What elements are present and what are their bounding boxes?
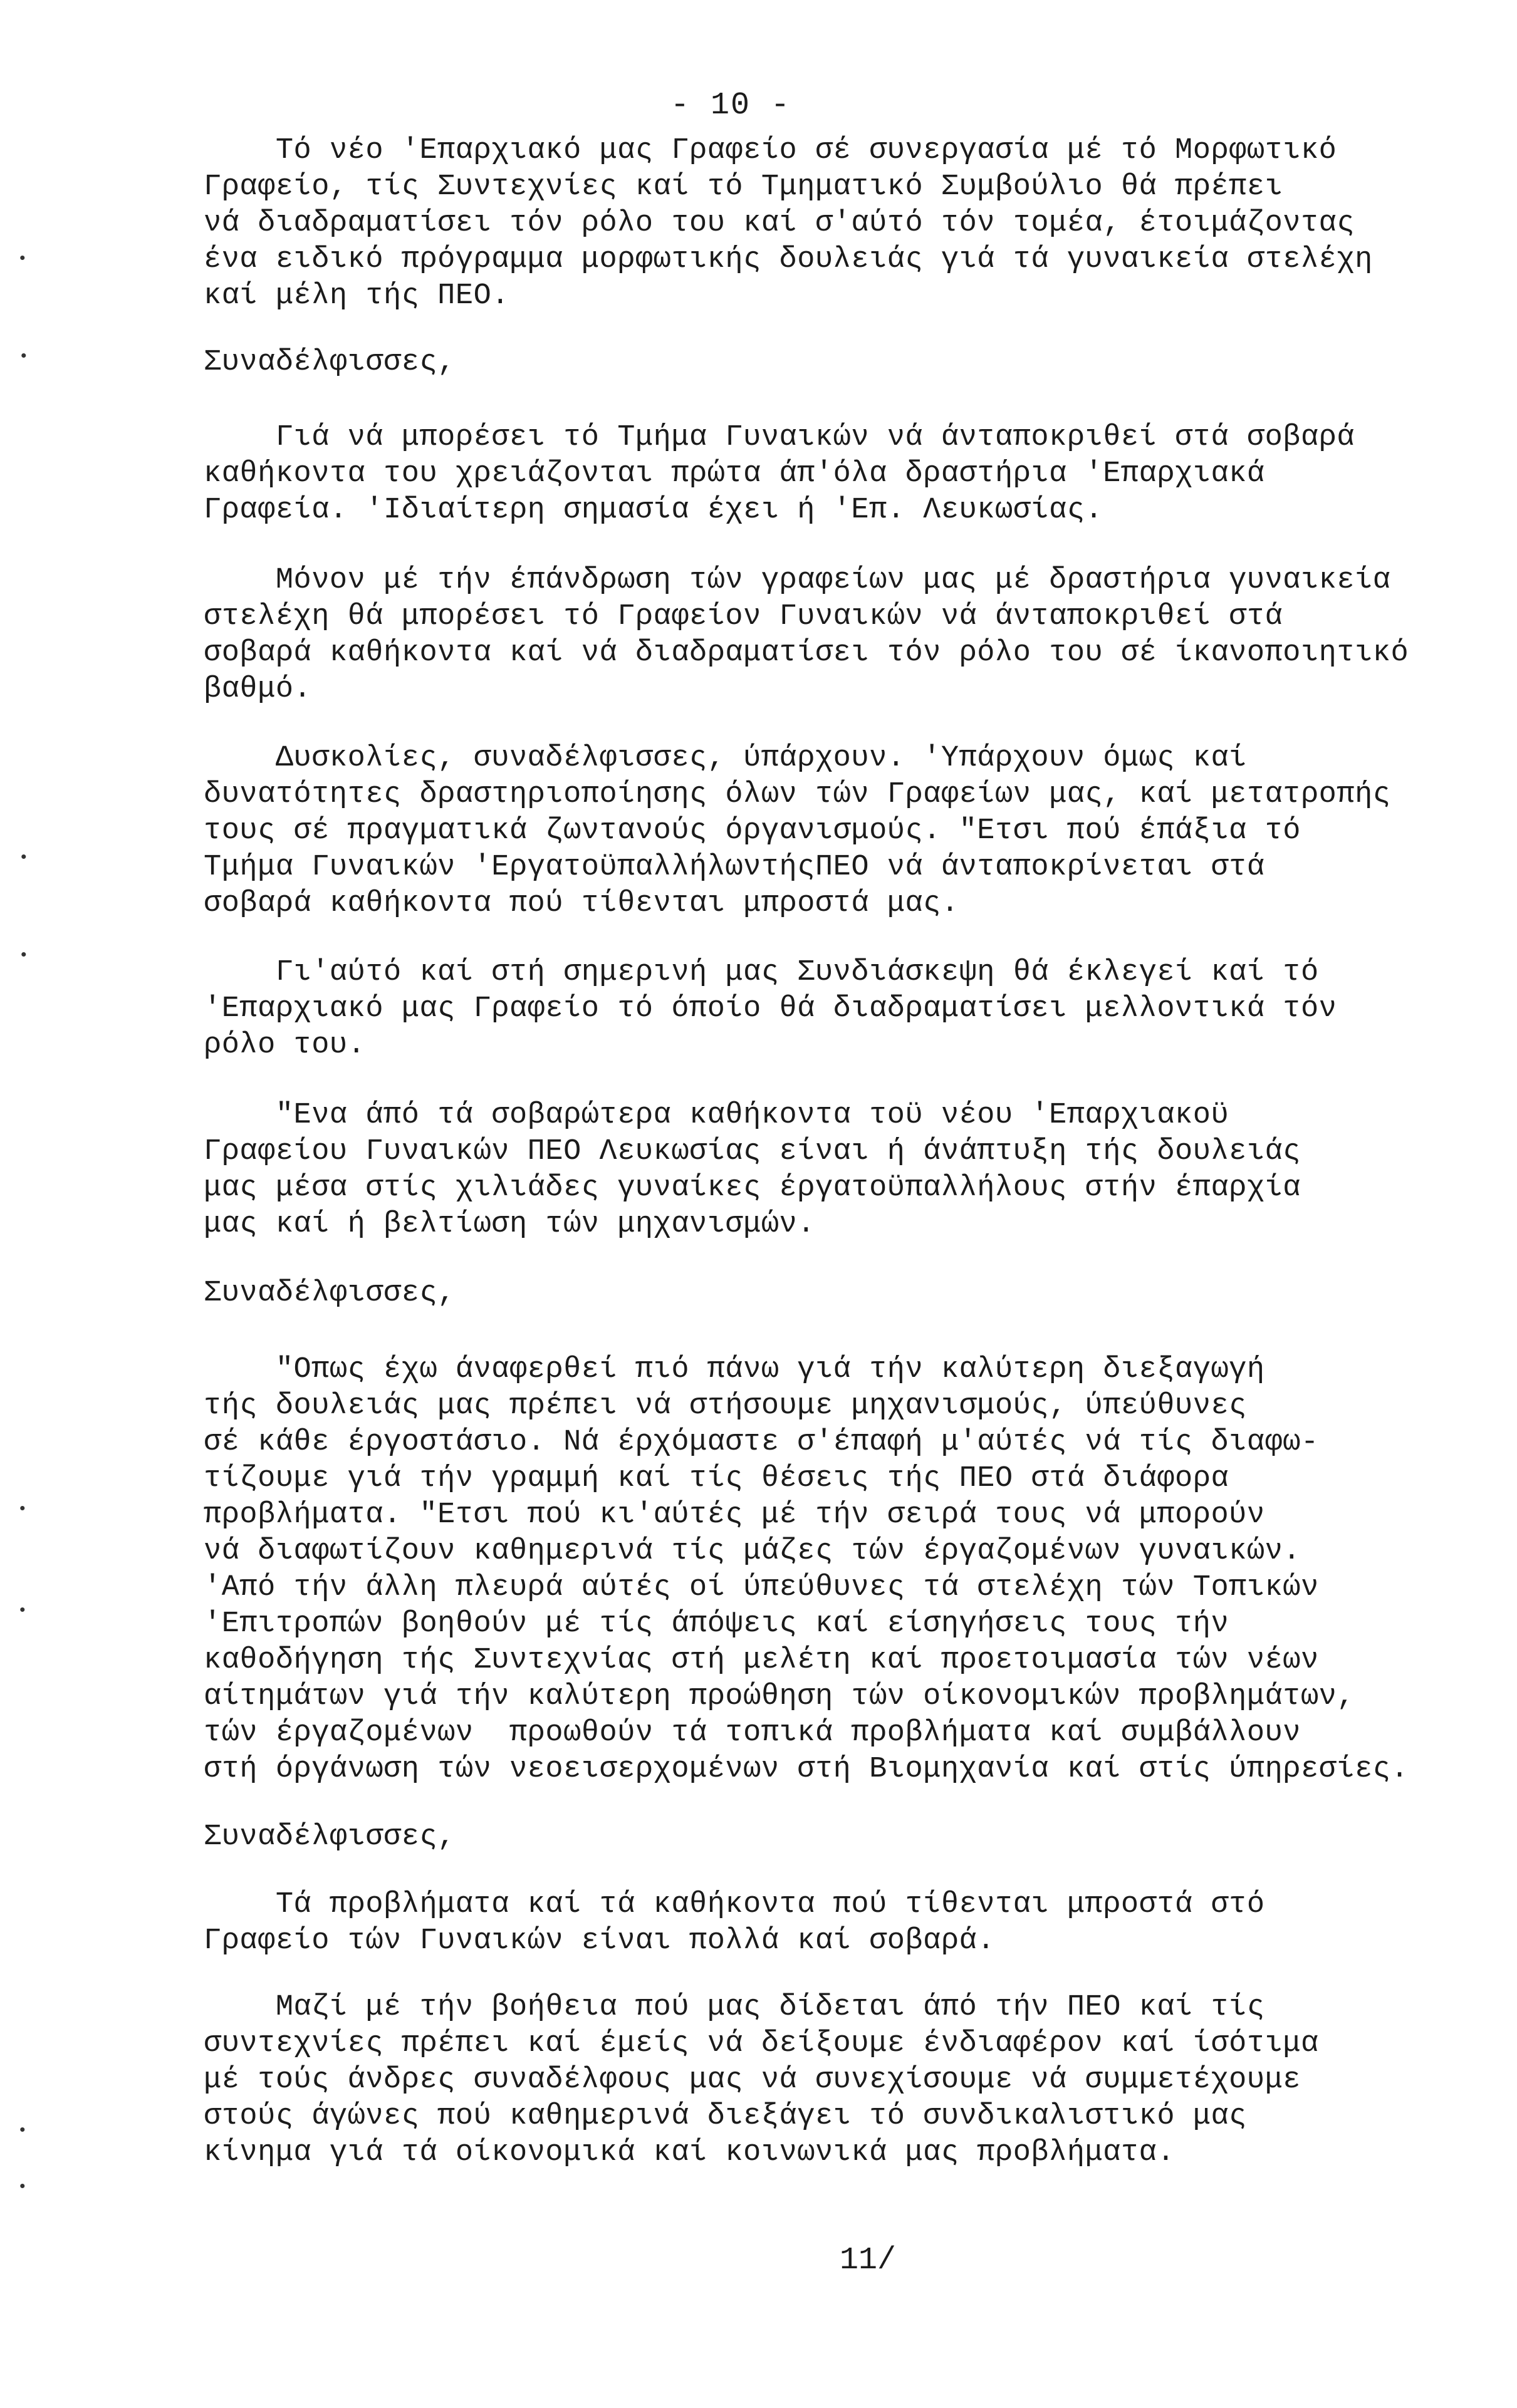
text-line: Μαζί μέ τήν βοήθεια πού μας δίδεται άπό τήν ΠΕΟ καί τίς bbox=[204, 1991, 1265, 2024]
text-line: Τό νέο 'Επαρχιακό μας Γραφείο σέ συνεργασία μέ τό Μορφωτικό bbox=[204, 134, 1337, 167]
margin-mark: • bbox=[18, 1500, 28, 1518]
text-line: Γι'αύτό καί στή σημερινή μας Συνδιάσκεψη θά έκλεγεί καί τό bbox=[204, 956, 1319, 989]
text-line: Τμήμα Γυναικών 'ΕργατοϋπαλλήλωντήςΠΕΟ νά άνταποκρίνεται στά bbox=[204, 851, 1265, 884]
text-line: τίζουμε γιά τήν γραμμή καί τίς θέσεις τής ΠΕΟ στά διάφορα bbox=[204, 1462, 1229, 1495]
text-line: αίτημάτων γιά τήν καλύτερη προώθηση τών οίκονομικών προβλημάτων, bbox=[204, 1680, 1355, 1713]
text-line: στή όργάνωση τών νεοεισερχομένων στή Βιομηχανία καί στίς ύπηρεσίες. bbox=[204, 1753, 1409, 1786]
text-line: προβλήματα. "Ετσι πού κι'αύτές μέ τήν σειρά τους νά μπορούν bbox=[204, 1498, 1265, 1532]
text-line: ένα ειδικό πρόγραμμα μορφωτικής δουλειάς γιά τά γυναικεία στελέχη bbox=[204, 243, 1373, 276]
text-line: Γραφείο τών Γυναικών είναι πολλά καί σοβαρά. bbox=[204, 1924, 996, 1958]
text-line: 'Επιτροπών βοηθούν μέ τίς άπόψεις καί είσηγήσεις τους τήν bbox=[204, 1607, 1229, 1641]
margin-mark: • bbox=[19, 848, 29, 867]
text-line: βαθμό. bbox=[204, 673, 312, 706]
text-line: 'Από τήν άλλη πλευρά αύτές οί ύπεύθυνες τά στελέχη τών Τοπικών bbox=[204, 1571, 1319, 1604]
margin-mark: • bbox=[19, 347, 29, 366]
text-line: Γραφείου Γυναικών ΠΕΟ Λευκωσίας είναι ή άνάπτυξη τής δουλειάς bbox=[204, 1135, 1301, 1168]
text-line: Δυσκολίες, συναδέλφισσες, ύπάρχουν. 'Υπάρχουν όμως καί bbox=[204, 742, 1247, 775]
text-line: συντεχνίες πρέπει καί έμείς νά δείξουμε ένδιαφέρον καί ίσότιμα bbox=[204, 2027, 1319, 2060]
text-line: στελέχη θά μπορέσει τό Γραφείον Γυναικών νά άνταποκριθεί στά bbox=[204, 600, 1283, 633]
text-line: τών έργαζομένων προωθούν τά τοπικά προβλήματα καί συμβάλλουν bbox=[204, 1716, 1301, 1750]
text-line: καί μέλη τής ΠΕΟ. bbox=[204, 279, 509, 313]
salutation: Συναδέλφισσες, bbox=[204, 1820, 456, 1854]
text-line: "Οπως έχω άναφερθεί πιό πάνω γιά τήν καλύτερη διεξαγωγή bbox=[204, 1353, 1265, 1386]
text-line: Γραφείο, τίς Συντεχνίες καί τό Τμηματικό Συμβούλιο θά πρέπει bbox=[204, 170, 1283, 204]
text-line: κίνημα γιά τά οίκονομικά καί κοινωνικά μας προβλήματα. bbox=[204, 2136, 1176, 2169]
margin-mark: • bbox=[18, 2177, 28, 2196]
text-line: Μόνον μέ τήν έπάνδρωση τών γραφείων μας μέ δραστήρια γυναικεία bbox=[204, 564, 1391, 597]
margin-mark: • bbox=[18, 1601, 28, 1620]
text-line: μας μέσα στίς χιλιάδες γυναίκες έργατοϋπαλλήλους στήν έπαρχία bbox=[204, 1171, 1301, 1205]
text-line: Τά προβλήματα καί τά καθήκοντα πού τίθενται μπροστά στό bbox=[204, 1888, 1265, 1921]
margin-mark: • bbox=[18, 249, 28, 268]
text-line: τους σέ πραγματικά ζωντανούς όργανισμούς. "Ετσι πού έπάξια τό bbox=[204, 814, 1301, 848]
salutation: Συναδέλφισσες, bbox=[204, 1277, 456, 1310]
text-line: Γιά νά μπορέσει τό Τμήμα Γυναικών νά άνταποκριθεί στά σοβαρά bbox=[204, 421, 1355, 454]
margin-mark: • bbox=[19, 946, 29, 965]
page-number: - 10 - bbox=[670, 88, 791, 123]
continuation-marker: 11/ bbox=[840, 2243, 897, 2278]
text-line: στούς άγώνες πού καθημερινά διεξάγει τό συνδικαλιστικό μας bbox=[204, 2100, 1247, 2133]
text-line: σοβαρά καθήκοντα καί νά διαδραματίσει τόν ρόλο του σέ ίκανοποιητικό bbox=[204, 636, 1409, 670]
text-line: σέ κάθε έργοστάσιο. Νά έρχόμαστε σ'έπαφή μ'αύτές νά τίς διαφω- bbox=[204, 1426, 1319, 1459]
text-line: μας καί ή βελτίωση τών μηχανισμών. bbox=[204, 1208, 815, 1241]
text-line: καθοδήγηση τής Συντεχνίας στή μελέτη καί προετοιμασία τών νέων bbox=[204, 1644, 1319, 1677]
text-line: Γραφεία. 'Ιδιαίτερη σημασία έχει ή 'Επ. Λευκωσίας. bbox=[204, 494, 1103, 527]
salutation: Συναδέλφισσες, bbox=[204, 346, 456, 379]
text-line: ρόλο του. bbox=[204, 1029, 366, 1062]
text-line: τής δουλειάς μας πρέπει νά στήσουμε μηχανισμούς, ύπεύθυνες bbox=[204, 1389, 1247, 1423]
text-line: νά διαφωτίζουν καθημερινά τίς μάζες τών έργαζομένων γυναικών. bbox=[204, 1535, 1301, 1568]
text-line: "Ενα άπό τά σοβαρώτερα καθήκοντα τοϋ νέου 'Επαρχιακοϋ bbox=[204, 1099, 1229, 1132]
text-line: δυνατότητες δραστηριοποίησης όλων τών Γραφείων μας, καί μετατροπής bbox=[204, 778, 1391, 811]
text-line: νά διαδραματίσει τόν ρόλο του καί σ'αύτό τόν τομέα, έτοιμάζοντας bbox=[204, 207, 1355, 240]
margin-mark: • bbox=[18, 2121, 28, 2140]
text-line: καθήκοντα του χρειάζονται πρώτα άπ'όλα δραστήρια 'Επαρχιακά bbox=[204, 457, 1265, 490]
text-line: 'Επαρχιακό μας Γραφείο τό όποίο θά διαδραματίσει μελλοντικά τόν bbox=[204, 992, 1337, 1025]
text-line: σοβαρά καθήκοντα πού τίθενται μπροστά μας. bbox=[204, 887, 959, 920]
text-line: μέ τούς άνδρες συναδέλφους μας νά συνεχίσουμε νά συμμετέχουμε bbox=[204, 2063, 1301, 2097]
